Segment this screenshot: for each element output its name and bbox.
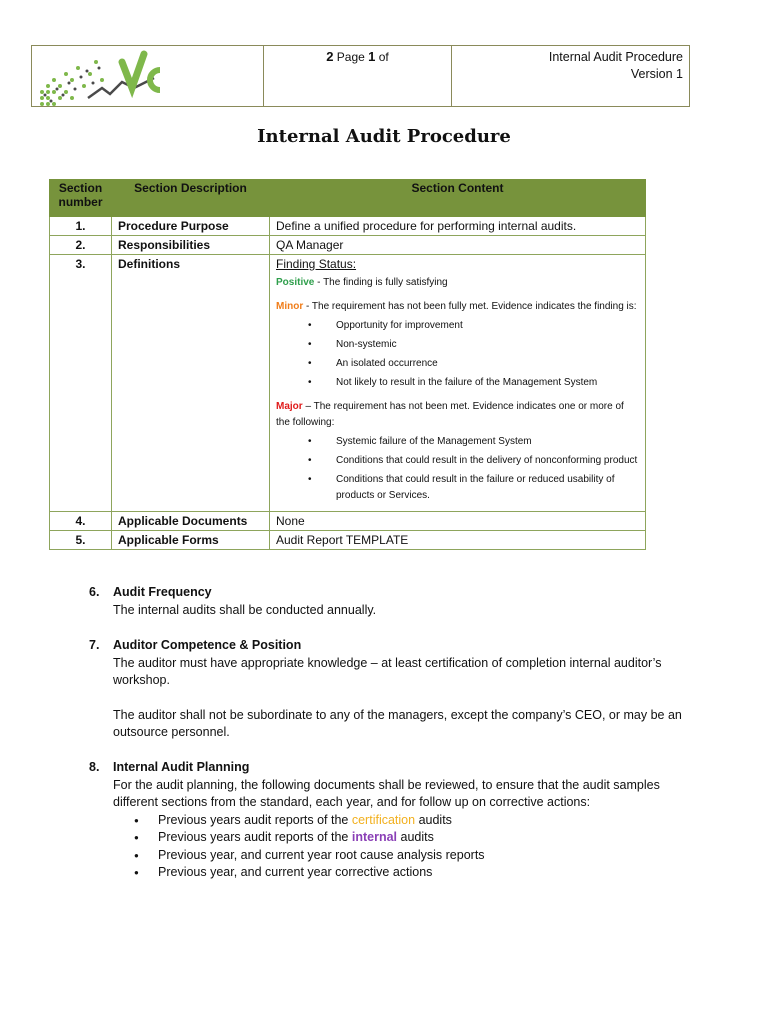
section-number: 8. — [89, 760, 100, 774]
list-item: ● Previous year, and current year root cause analysis reports — [158, 847, 689, 865]
list-item: • Conditions that could result in the delivery of nonconforming product — [336, 453, 639, 469]
certification-highlight: certification — [351, 812, 416, 827]
positive-label: Positive — [276, 277, 315, 288]
page-number — [264, 46, 452, 106]
section-text: For the audit planning, the following documents shall be reviewed, to ensure that the audit samples different sections from the standard, each year, and for follow up on corrective actions: — [113, 777, 660, 809]
column-header-description: Section Description — [112, 180, 270, 217]
document-title: Internal Audit Procedure — [257, 126, 511, 147]
row-content: QA Manager — [270, 236, 646, 255]
major-list — [276, 434, 639, 504]
list-item-text: Previous years audit reports of the — [158, 830, 352, 844]
list-item-text: Previous years audit reports of the — [158, 812, 352, 827]
positive-definition — [276, 275, 639, 291]
section-text: The internal audits shall be conducted annually. — [113, 602, 377, 617]
section-audit-frequency — [89, 584, 689, 619]
table-row — [50, 512, 646, 531]
row-description: Procedure Purpose — [112, 217, 270, 236]
table-header-row — [50, 180, 646, 217]
internal-highlight: internal — [351, 830, 398, 844]
table-row — [50, 217, 646, 236]
row-number: 2. — [50, 236, 112, 255]
row-number: 1. — [50, 217, 112, 236]
page-word: Page — [336, 50, 365, 64]
page-of: of — [378, 50, 389, 64]
page-header — [31, 45, 690, 107]
header-doc-title: Internal Audit Procedure — [548, 50, 683, 64]
major-definition — [276, 399, 639, 431]
row-description: Definitions — [112, 255, 270, 512]
section-heading: Internal Audit Planning — [113, 760, 250, 774]
section-heading: Audit Frequency — [113, 585, 212, 599]
minor-label: Minor — [276, 301, 304, 312]
row-number: 3. — [50, 255, 112, 512]
header-version: Version 1 — [630, 67, 683, 81]
section-number: 7. — [89, 638, 100, 652]
minor-definition — [276, 299, 639, 315]
list-item: • An isolated occurrence — [336, 356, 639, 372]
definitions-content — [270, 255, 646, 512]
list-item — [158, 812, 689, 830]
section-auditor-competence — [89, 637, 689, 742]
list-item: • Opportunity for improvement — [336, 318, 639, 334]
list-item: • Conditions that could result in the failure or reduced usability of products or Services. — [336, 472, 639, 504]
row-description: Applicable Documents — [112, 512, 270, 531]
section-text: The auditor shall not be subordinate to any of the managers, except the company’s CEO, or may be an outsource personnel. — [113, 707, 682, 739]
minor-list — [276, 318, 639, 391]
section-text: The auditor must have appropriate knowledge – at least certification of completion internal auditor’s workshop. — [113, 655, 662, 687]
page-current: 1 — [368, 49, 376, 64]
list-item: • Systemic failure of the Management System — [336, 434, 639, 450]
major-text: – The requirement has not been met. Evidence indicates one or more of the following: — [276, 401, 624, 428]
minor-text: - The requirement has not been fully met. Evidence indicates the finding is: — [303, 301, 637, 312]
column-header-content: Section Content — [270, 180, 646, 217]
list-item: • Not likely to result in the failure of the Management System — [336, 375, 639, 391]
table-row — [50, 255, 646, 512]
section-number: 6. — [89, 585, 100, 599]
section-audit-planning — [89, 759, 689, 882]
table-row — [50, 236, 646, 255]
planning-document-list — [113, 812, 689, 882]
row-number: 4. — [50, 512, 112, 531]
list-item: ● Previous year, and current year corrective actions — [158, 864, 689, 882]
row-description: Applicable Forms — [112, 531, 270, 550]
list-item: • Non-systemic — [336, 337, 639, 353]
list-item — [158, 829, 689, 847]
major-label: Major — [276, 401, 303, 412]
row-content: Define a unified procedure for performing internal audits. — [270, 217, 646, 236]
positive-text: - The finding is fully satisfying — [314, 277, 448, 288]
row-description: Responsibilities — [112, 236, 270, 255]
column-header-number: Section number — [50, 180, 112, 217]
row-content: None — [270, 512, 646, 531]
page-total: 2 — [326, 49, 334, 64]
logo-cell — [32, 46, 264, 106]
row-content: Audit Report TEMPLATE — [270, 531, 646, 550]
row-number: 5. — [50, 531, 112, 550]
list-item-text: audits — [397, 830, 434, 844]
finding-status-heading: Finding Status: — [276, 257, 357, 271]
company-logo-icon — [36, 48, 166, 106]
section-heading: Auditor Competence & Position — [113, 638, 302, 652]
table-row — [50, 531, 646, 550]
list-item-text: audits — [415, 812, 452, 827]
header-title-cell — [453, 46, 689, 106]
sections-table — [49, 179, 646, 550]
